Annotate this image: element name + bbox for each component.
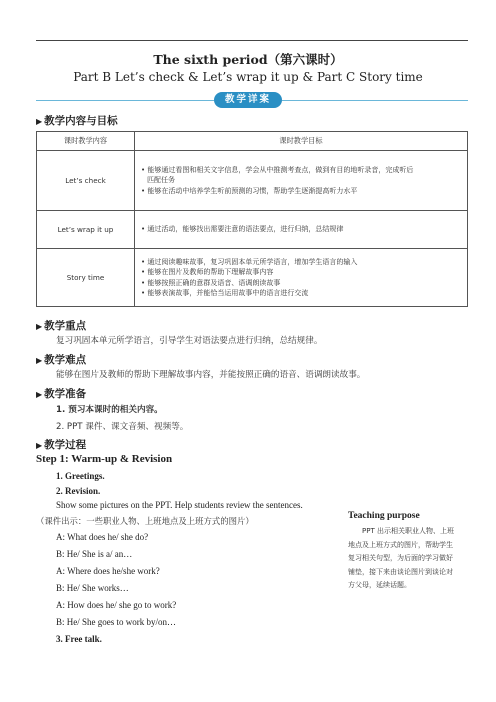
step1-item-2: 2. Revision. — [56, 486, 101, 496]
heading-content-goals: ▶ 教学内容与目标 — [36, 115, 118, 127]
step1-title: Step 1: Warm-up & Revision — [36, 453, 173, 465]
goal-line: • 能够在图片及教师的帮助下理解故事内容 — [141, 268, 274, 276]
table-row — [37, 151, 468, 211]
dialogue-line: B: He/ She works… — [56, 583, 129, 593]
banner-rule-right — [282, 100, 468, 101]
row-label: Let’s wrap it up — [37, 211, 135, 249]
dialogue-line: B: He/ She goes to work by/on… — [56, 617, 176, 627]
dialogue-line: B: He/ She is a/ an… — [56, 549, 133, 559]
page-title: The sixth period（第六课时） — [153, 52, 343, 67]
heading-difficulties: ▶ 教学难点 — [36, 354, 87, 366]
dialogue-line: A: Where does he/she work? — [56, 566, 160, 576]
step1-item-1: 1. Greetings. — [56, 471, 105, 481]
goal-line: • 能够按照正确的意群及语音、语调朗读故事 — [141, 278, 281, 287]
teaching-purpose-title: Teaching purpose — [348, 511, 420, 521]
step1-instruction: Show some pictures on the PPT. Help students review the sentences. — [56, 500, 303, 510]
goal-line: • 能够表演故事，并能恰当运用故事中的语言进行交流 — [141, 289, 309, 297]
banner-rule-left — [36, 100, 214, 101]
ppt-note: （课件出示：一些职业人物、上班地点及上班方式的图片） — [36, 516, 254, 526]
row-goals — [135, 151, 468, 211]
row-goals — [135, 211, 468, 249]
goal-line: • 能够在活动中培养学生听前预测的习惯，帮助学生逐渐提高听力水平 — [141, 186, 358, 195]
heading-preparation: ▶ 教学准备 — [36, 388, 87, 400]
top-rule — [36, 40, 468, 41]
teaching-purpose-text: PPT 出示相关职业人物、上班地点及上班方式的图片，帮助学生复习相关句型，为后面的学习做好铺垫，接下来由谈论图片到谈论对方父母，延续话题。 — [348, 527, 454, 589]
row-goals — [135, 249, 468, 307]
dialogue-line: A: How does he/ she go to work? — [56, 600, 177, 610]
table-row — [37, 249, 468, 307]
goal-line: • 通过阅读趣味故事，复习巩固本单元所学语言，增加学生语言的输入 — [141, 257, 358, 266]
triangle-bullet-icon: ▶ — [36, 441, 43, 450]
table-header-goals: 课时教学目标 — [135, 132, 468, 151]
section-banner: 教学详案 — [214, 92, 282, 108]
goal-line: • 通过活动，能够找出需要注意的语法要点，进行归纳，总结规律 — [141, 225, 344, 234]
heading-process: ▶ 教学过程 — [36, 439, 87, 451]
difficulties-text: 能够在图片及教师的帮助下理解故事内容，并能按照正确的语音、语调朗读故事。 — [56, 370, 366, 380]
goal-line: • 能够通过看图和相关文字信息，学会从中推测考查点，做到有目的地听录音，完成听后 — [141, 165, 414, 174]
prep-item-1: 1. 预习本课时的相关内容。 — [56, 405, 163, 415]
objectives-table — [36, 131, 468, 307]
page-subtitle: Part B Let’s check & Let’s wrap it up & Part C Story time — [73, 70, 423, 84]
table-row — [37, 211, 468, 249]
table-header-row — [37, 132, 468, 151]
heading-key-points: ▶ 教学重点 — [36, 320, 87, 332]
triangle-bullet-icon: ▶ — [36, 117, 43, 126]
triangle-bullet-icon: ▶ — [36, 390, 43, 399]
key-points-text: 复习巩固本单元所学语言，引导学生对语法要点进行归纳，总结规律。 — [56, 336, 323, 346]
dialogue-line: A: What does he/ she do? — [56, 532, 149, 542]
row-label: Story time — [37, 249, 135, 307]
row-label: Let’s check — [37, 151, 135, 211]
table-header-content: 课时教学内容 — [37, 132, 135, 151]
triangle-bullet-icon: ▶ — [36, 356, 43, 365]
triangle-bullet-icon: ▶ — [36, 322, 43, 331]
step1-item-3: 3. Free talk. — [56, 634, 102, 644]
goal-line: 匹配任务 — [147, 176, 175, 185]
prep-item-2: 2. PPT 课件、课文音频、视频等。 — [56, 422, 189, 432]
